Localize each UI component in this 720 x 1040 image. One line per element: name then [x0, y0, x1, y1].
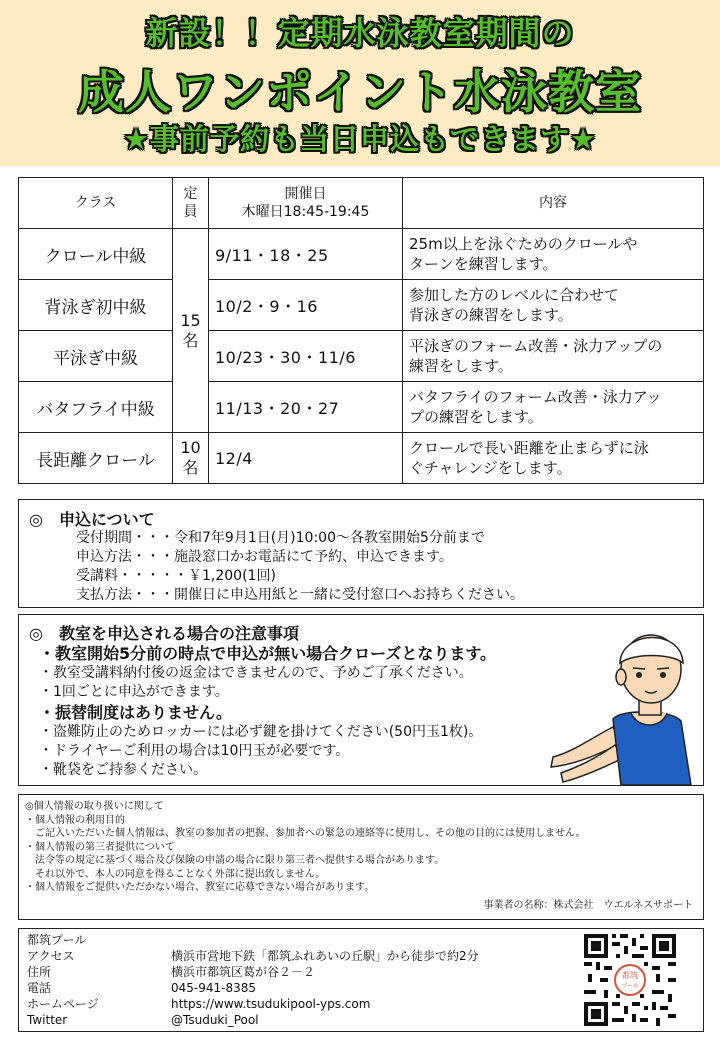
notes-line: ・教室受講料納付後の返金はできませんので、予めご了承ください。: [39, 665, 473, 681]
notes-line: ・ドライヤーご利用の場合は10円玉が必要です。: [39, 743, 350, 759]
notes-line: ・盗難防止のためロッカーには必ず鍵を掛けてください(50円玉1枚)。: [39, 724, 483, 740]
row-dates: 10/2・9・16: [209, 280, 403, 331]
row-desc: [403, 280, 704, 331]
row-desc-2: ターンを練習します。: [409, 255, 558, 273]
twitter-label: Twitter: [27, 1013, 68, 1027]
contact-box: [18, 928, 704, 1032]
capacity-unit: 名: [182, 458, 199, 477]
privacy-line: ・個人情報の利用目的: [25, 814, 125, 826]
table-row: [19, 433, 704, 484]
table-row: [19, 331, 704, 382]
row-desc-2: プの練習をします。: [409, 408, 543, 426]
header-date: [209, 178, 403, 229]
privacy-line: ◎個人情報の取り扱いに関して: [25, 801, 164, 812]
application-line: 支払方法・・・開催日に申込用紙と一緒に受付窓口へお持ちください。: [76, 587, 524, 603]
qr-logo-text-2: プール: [621, 983, 639, 990]
address-label: 住所: [27, 965, 52, 979]
table-row: [19, 229, 704, 280]
header-capacity-1: 定: [183, 186, 198, 202]
schedule-table: [18, 177, 704, 484]
row-class: クロール中級: [19, 229, 173, 280]
phone-label: 電話: [27, 981, 52, 995]
notes-line: ・靴袋をご持参ください。: [39, 762, 207, 778]
row-desc: [403, 331, 704, 382]
notes-bold-line: ・振替制度はありません。: [39, 703, 232, 722]
header-class: クラス: [19, 178, 173, 229]
row-desc-2: 背泳ぎの練習をします。: [409, 306, 573, 324]
company-name: 事業者の名称：株式会社 ウエルネスサポート: [483, 900, 693, 911]
header-content: 内容: [403, 178, 704, 229]
capacity-group-2: [173, 433, 209, 484]
homepage-link[interactable]: https://www.tsudukipool-yps.com: [171, 997, 371, 1011]
privacy-lines: [25, 800, 586, 895]
twitter-handle[interactable]: @Tsuduki_Pool: [171, 1013, 259, 1027]
row-desc: [403, 433, 704, 484]
capacity-value: 10: [180, 438, 201, 457]
application-title: ◎ 申込について: [29, 510, 155, 529]
phone-value[interactable]: 045-941-8385: [171, 981, 257, 995]
table-header-row: [19, 178, 704, 229]
row-desc-2: ぐチャレンジをします。: [409, 459, 572, 477]
capacity-value: 15: [180, 310, 201, 330]
row-class: バタフライ中級: [19, 382, 173, 433]
headline-tagline: ★事前予約も当日申込もできます★: [123, 122, 597, 156]
header-capacity: [173, 178, 209, 229]
capacity-unit: 名: [182, 330, 199, 350]
row-desc-2: 練習をします。: [409, 357, 513, 375]
privacy-line: 法令等の規定に基づく場合及び保険の申請の場合に限り第三者へ提供する場合があります。: [25, 855, 445, 866]
notes-line: ・1回ごとに申込ができます。: [39, 684, 229, 700]
row-desc-1: クロールで長い距離を止まらずに泳: [409, 439, 649, 457]
application-line: 受付期間・・・令和7年9月1日(月)10:00～各教室開始5分前まで: [76, 530, 485, 546]
row-desc-1: バタフライのフォーム改善・泳力アッ: [409, 388, 662, 406]
row-dates: 11/13・20・27: [209, 382, 403, 433]
privacy-line: ご記入いただいた個人情報は、教室の参加者の把握、参加者への緊急の連絡等に使用し、その他の目的には使用しません。: [25, 828, 586, 839]
row-desc: [403, 229, 704, 280]
row-dates: 10/23・30・11/6: [209, 331, 403, 382]
header-capacity-2: 員: [183, 204, 198, 220]
row-class: 長距離クロール: [19, 433, 173, 484]
facility-name: 都筑プール: [27, 933, 87, 947]
row-desc-1: 25m以上を泳ぐためのクロールや: [409, 235, 638, 253]
qr-code-icon[interactable]: [582, 932, 678, 1028]
table-row: [19, 280, 704, 331]
row-desc-1: 平泳ぎのフォーム改善・泳力アップの: [409, 337, 663, 355]
header-banner: [0, 0, 720, 166]
row-dates: 12/4: [209, 433, 403, 484]
privacy-line: それ以外で、本人の同意を得ることなく外部に提出致しません。: [25, 868, 326, 880]
headline-sub: 新設！！定期水泳教室期間の: [145, 14, 575, 52]
row-class: 平泳ぎ中級: [19, 331, 173, 382]
swimmer-illustration: [543, 617, 703, 785]
table-row: [19, 382, 704, 433]
access-value: 横浜市営地下鉄「都筑ふれあいの丘駅」から徒歩で約2分: [171, 949, 479, 963]
header-date-1: 開催日: [284, 186, 327, 202]
row-dates: 9/11・18・25: [209, 229, 403, 280]
headline-main: 成人ワンポイント水泳教室: [78, 65, 642, 119]
privacy-line: ・個人情報の第三者提供について: [25, 841, 175, 853]
privacy-box: [18, 794, 704, 920]
access-label: アクセス: [27, 949, 75, 963]
privacy-line: ・個人情報をご提供いただかない場合、教室に応募できない場合があります。: [25, 882, 375, 893]
row-class: 背泳ぎ初中級: [19, 280, 173, 331]
qr-logo-text-1: 都筑: [622, 971, 638, 980]
address-value: 横浜市都筑区葛が谷２－２: [171, 965, 316, 979]
row-desc-1: 参加した方のレベルに合わせて: [409, 286, 620, 304]
row-desc: [403, 382, 704, 433]
application-line: 受講料・・・・・￥1,200(1回): [76, 568, 276, 584]
notes-box: [18, 614, 704, 786]
notes-list: [39, 643, 496, 780]
notes-title: ◎ 教室を申込される場合の注意事項: [29, 624, 299, 643]
application-info-box: [18, 499, 704, 608]
capacity-group-1: [173, 229, 209, 433]
homepage-label: ホームページ: [27, 997, 99, 1011]
application-line: 申込方法・・・施設窓口かお電話にて予約、申込できます。: [76, 549, 453, 565]
notes-bold-line: ・教室開始5分前の時点で申込が無い場合クローズとなります。: [39, 644, 497, 663]
application-lines: [76, 529, 524, 605]
header-date-2: 木曜日18:45-19:45: [241, 204, 370, 220]
